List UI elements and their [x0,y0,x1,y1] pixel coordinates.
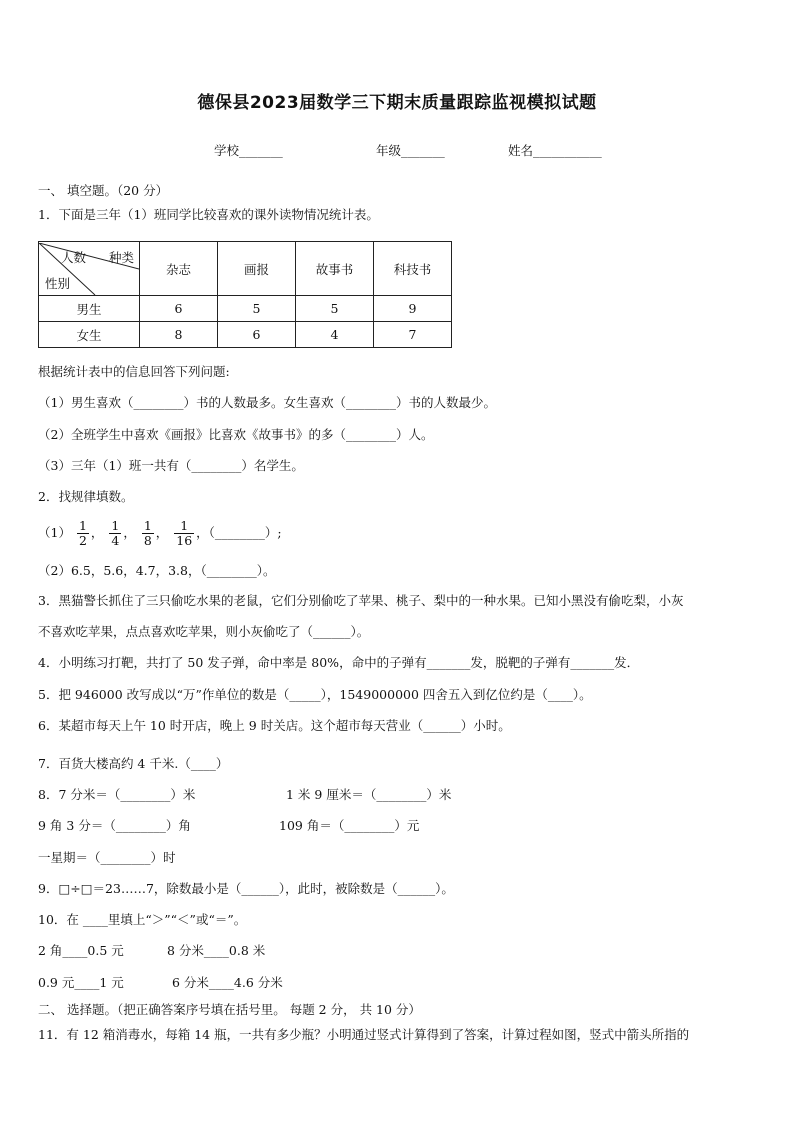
fraction: $\frac{1}{8}$ [143,518,152,548]
page-title: 德保县2023届数学三下期末质量跟踪监视模拟试题 [197,93,597,113]
column-header: 故事书 [296,242,374,296]
table-row [39,296,452,322]
column-header: 杂志 [140,242,218,296]
question-1-sub-1[interactable]: （1）男生喜欢（________）书的人数最多。女生喜欢（________）书的人数最少。 [38,395,496,410]
question-10-c[interactable]: 0.9 元____1 元 [38,975,124,990]
section-fill-blank-heading: 一、 填空题。（20 分） [38,183,169,198]
question-10-text: 10．在 ____里填上“＞”“＜”或“＝”。 [38,912,247,927]
sub-1-prefix: （1） [38,525,71,540]
question-8-a[interactable]: 8．7 分米＝（________）米 [38,787,196,802]
table-cell: 5 [296,296,374,322]
table-cell: 5 [218,296,296,322]
section-choice-heading: 二、 选择题。（把正确答案序号填在括号里。 每题 2 分， 共 10 分） [38,1002,421,1017]
table-row [39,322,452,348]
fraction: $\frac{1}{16}$ [176,518,193,548]
question-6[interactable]: 6．某超市每天上午 10 时开店，晚上 9 时关店。这个超市每天营业（______）小时。 [38,718,511,733]
question-1-intro: 根据统计表中的信息回答下列问题: [38,364,230,379]
question-7[interactable]: 7．百货大楼高约 4 千米.（____） [38,756,229,771]
corner-gender-label: 性别 [45,275,71,291]
question-1-sub-2[interactable]: （2）全班学生中喜欢《画报》比喜欢《故事书》的多（________）人。 [38,427,434,442]
question-4[interactable]: 4．小明练习打靶，共打了 50 发子弹，命中率是 80%，命中的子弹有_______发，脱靶的子弹有_______发． [38,655,640,670]
table-cell: 8 [140,322,218,348]
grade-field[interactable]: 年级_______ [376,143,445,158]
question-10-b[interactable]: 8 分米____0.8 米 [167,943,266,958]
question-10-a[interactable]: 2 角____0.5 元 [38,943,124,958]
question-3-line-1: 3．黑猫警长抓住了三只偷吃水果的老鼠，它们分别偷吃了苹果、桃子、梨中的一种水果。已知小黑没有偷吃梨，小灰 [38,593,684,608]
table-cell: 9 [374,296,452,322]
question-1-text: 1．下面是三年（1）班同学比较喜欢的课外读物情况统计表。 [38,207,379,222]
sub-1-suffix: ，（________）; [196,525,282,540]
question-8-c[interactable]: 9 角 3 分＝（________）角 [38,818,191,833]
school-field[interactable]: 学校_______ [214,143,283,158]
row-label: 女生 [39,322,140,348]
question-5[interactable]: 5．把 946000 改写成以“万”作单位的数是（_____），1549000000 四舍五入到亿位约是（____）。 [38,687,592,702]
question-11: 11．有 12 箱消毒水，每箱 14 瓶，一共有多少瓶？小明通过竖式计算得到了答案，计算过程如图，竖式中箭头所指的 [38,1027,690,1042]
table-cell: 6 [218,322,296,348]
question-2-sub-2[interactable]: （2）6.5，5.6，4.7，3.8，（________）。 [38,563,276,578]
question-8-b[interactable]: 1 米 9 厘米＝（________）米 [286,787,452,802]
question-2-sub-1[interactable]: （1） $\frac{1}{2}$ ， $\frac{1}{4}$ ， $\frac{1}{8}$ ， $\frac{1}{16}$ ，（________）; [38,518,282,548]
column-header: 科技书 [374,242,452,296]
question-1-sub-3[interactable]: （3）三年（1）班一共有（________）名学生。 [38,458,304,473]
table-cell: 4 [296,322,374,348]
column-header: 画报 [218,242,296,296]
question-9[interactable]: 9．□÷□＝23……7，除数最小是（______），此时，被除数是（______）。 [38,881,454,896]
corner-kind-label: 种类 [109,249,135,265]
name-field[interactable]: 姓名___________ [508,143,602,158]
question-8-e[interactable]: 一星期＝（________）时 [38,850,176,865]
fraction: $\frac{1}{4}$ [111,518,120,548]
row-label: 男生 [39,296,140,322]
table-cell: 7 [374,322,452,348]
question-2-text: 2．找规律填数。 [38,489,134,504]
table-corner-cell [39,242,140,296]
table-cell: 6 [140,296,218,322]
reading-stats-table [38,241,452,348]
question-3-line-2[interactable]: 不喜欢吃苹果，点点喜欢吃苹果，则小灰偷吃了（______）。 [38,624,370,639]
question-10-d[interactable]: 6 分米____4.6 分米 [172,975,283,990]
fraction: $\frac{1}{2}$ [78,518,87,548]
corner-count-label: 人数 [61,249,87,265]
question-8-d[interactable]: 109 角＝（________）元 [279,818,420,833]
